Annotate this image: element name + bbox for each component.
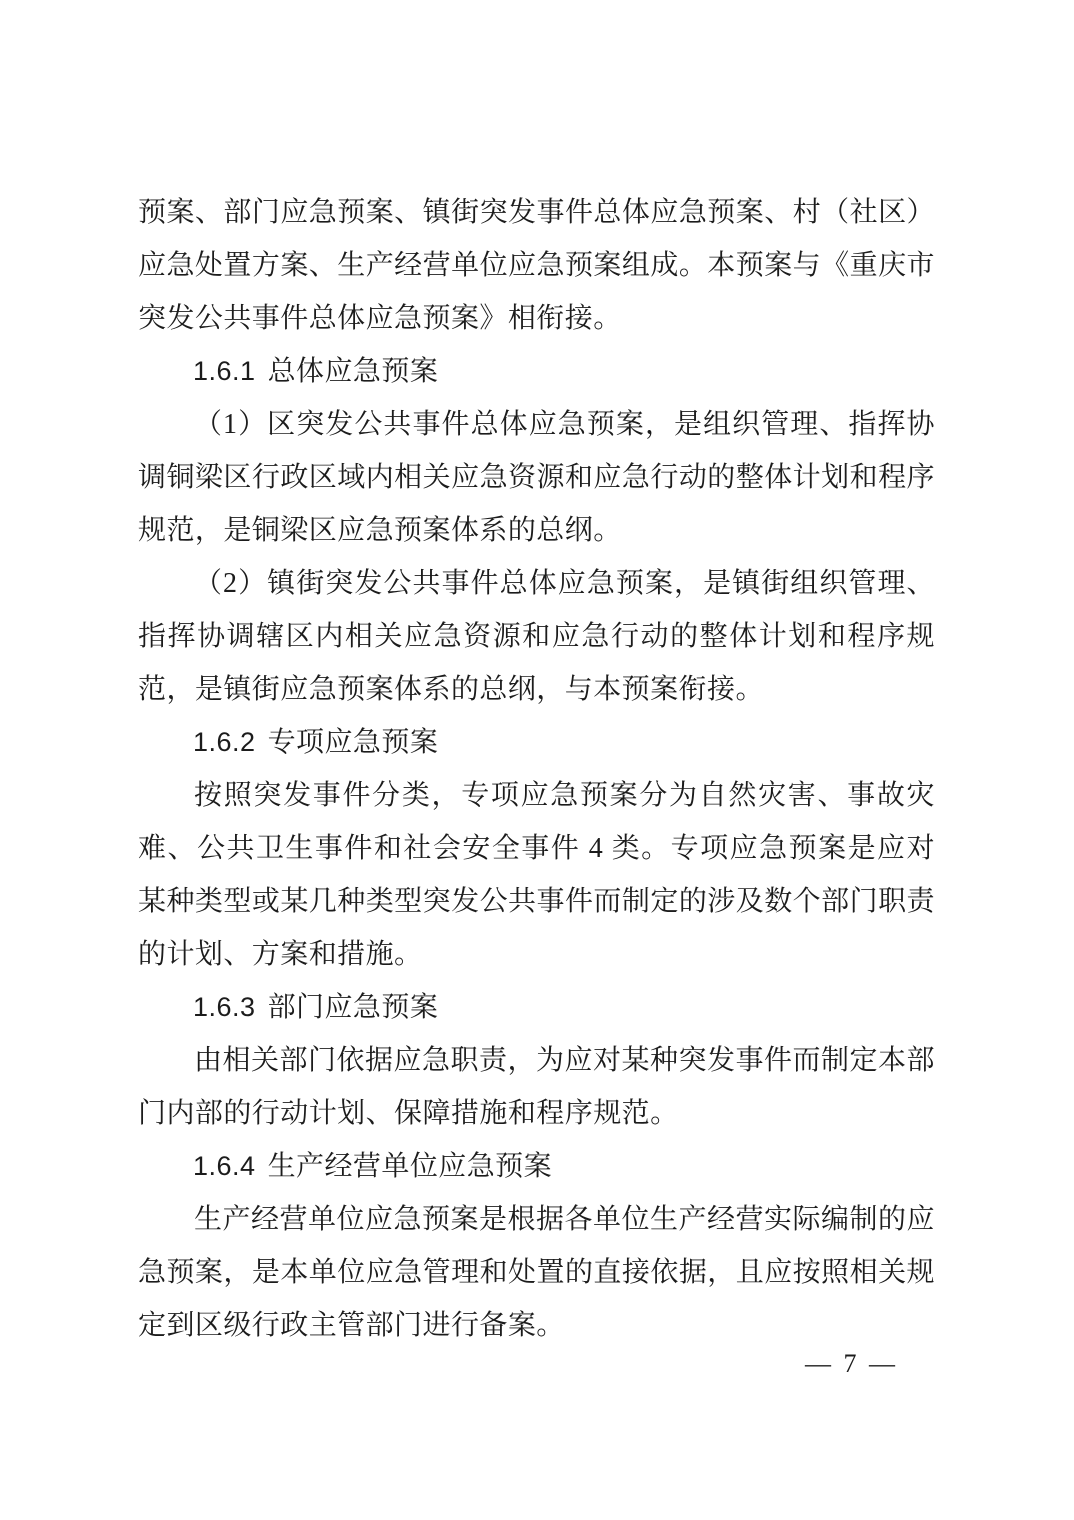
section-heading-1-6-2 [138,716,935,769]
paragraph-special-plan-categories: 按照突发事件分类，专项应急预案分为自然灾害、事故灾难、公共卫生事件和社会安全事件 4 类。专项应急预案是应对某种类型或某几种类型突发公共事件而制定的涉及数个部门职责的计划、方案和措施。 [138,780,935,970]
paragraph-town-overall-plan: （2）镇街突发公共事件总体应急预案，是镇街组织管理、指挥协调辖区内相关应急资源和应急行动的整体计划和程序规范，是镇街应急预案体系的总纲，与本预案衔接。 [138,568,935,705]
section-number-1-6-3: 1.6.3 [193,992,256,1022]
document-text-block [138,186,935,1352]
section-heading-1-6-3 [138,981,935,1034]
paragraph-plan-system-continuation: 预案、部门应急预案、镇街突发事件总体应急预案、村（社区）应急处置方案、生产经营单位应急预案组成。本预案与《重庆市突发公共事件总体应急预案》相衔接。 [138,197,935,334]
paragraph-district-overall-plan: （1）区突发公共事件总体应急预案，是组织管理、指挥协调铜梁区行政区域内相关应急资源和应急行动的整体计划和程序规范，是铜梁区应急预案体系的总纲。 [138,409,935,546]
section-heading-1-6-1 [138,345,935,398]
section-title-1-6-3: 部门应急预案 [267,992,439,1023]
paragraph-department-plan: 由相关部门依据应急职责，为应对某种突发事件而制定本部门内部的行动计划、保障措施和程序规范。 [138,1045,935,1129]
section-title-1-6-2: 专项应急预案 [267,727,439,758]
section-heading-1-6-4 [138,1140,935,1193]
section-number-1-6-1: 1.6.1 [193,356,256,386]
section-number-1-6-2: 1.6.2 [193,727,256,757]
paragraph-enterprise-plan: 生产经营单位应急预案是根据各单位生产经营实际编制的应急预案，是本单位应急管理和处置的直接依据，且应按照相关规定到区级行政主管部门进行备案。 [138,1204,935,1341]
section-title-1-6-4: 生产经营单位应急预案 [267,1151,553,1182]
page-number: — 7 — [805,1349,898,1378]
section-number-1-6-4: 1.6.4 [193,1151,256,1181]
section-title-1-6-1: 总体应急预案 [267,356,439,387]
